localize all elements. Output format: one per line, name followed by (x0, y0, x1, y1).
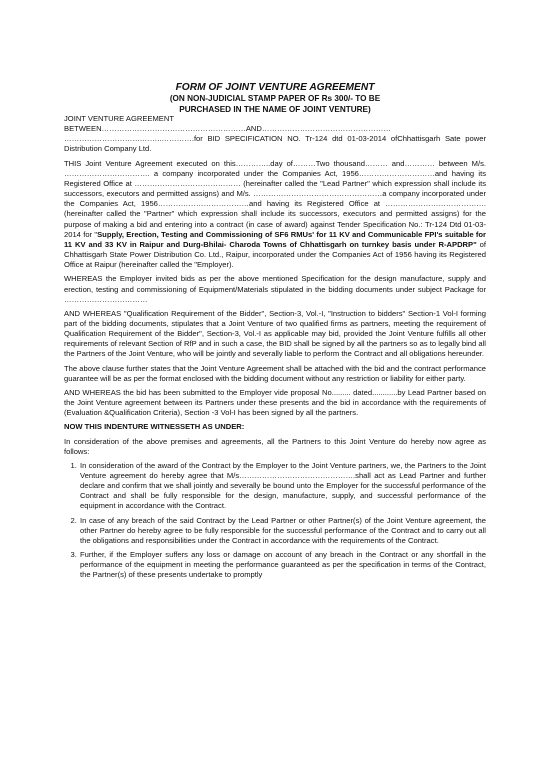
paragraph-above-clause: The above clause further states that the Joint Venture Agreement shall be attached with the bid and the contract performance guarantee will be as per the format enclosed with the bidding document without any restriction or liability for either party. (64, 363, 486, 383)
document-title: FORM OF JOINT VENTURE AGREEMENT (175, 82, 375, 93)
document-subtitle-line-2: PURCHASED IN THE NAME OF JOINT VENTURE) (179, 104, 371, 114)
paragraph-whereas-2: AND WHEREAS "Qualification Requirement of the Bidder", Section-3, Vol.-I, "Instruction to bidders" Section-1 Vol-I forming part of the bidding documents, stipulates that a Joint Venture of two qualified firms as partners, meeting the requirement of Qualification Requirement of the Bidder", Section-3, Vol.-I as applicable may bid, provided the Joint Venture fulfills all other requirements of relevant Section of RfP and in such a case, the BID shall be signed by all the partners so as to legally bind all the Partners of the Joint Venture, who will be jointly and severally liable to perform the Contract and all obligations hereunder. (64, 308, 486, 359)
between-line-2: ………………………….……..………….for BID SPECIFICATION NO. Tr-124 dtd 01-03-2014 ofChhattisgarh Sate power Distribution Company Ltd. (64, 134, 486, 154)
paragraph-this-agreement (64, 159, 486, 271)
witnesseth-heading: NOW THIS INDENTURE WITNESSETH AS UNDER: (64, 422, 245, 432)
jv-heading: JOINT VENTURE AGREEMENT (64, 114, 174, 123)
paragraph-consideration: In consideration of the above premises and agreements, all the Partners to this Joint Venture do hereby now agree as follows: (64, 436, 486, 456)
paragraph-whereas-1: WHEREAS the Employer invited bids as per the above mentioned Specification for the design manufacture, supply and erection, testing and commissioning of Equipment/Materials stipulated in the bidding documents under subject Package for …………………………… (64, 274, 486, 304)
document-body (64, 114, 486, 585)
paragraph-whereas-3: AND WHEREAS the bid has been submitted to the Employer vide proposal No......... dated............by Lead Partner based on the Joint Venture agreement between its Partners under these presents and the bid in accordance with the requirements of (Evaluation &Qualification Criteria), Section -3 Vol-I has been signed by all the partners. (64, 387, 486, 418)
document-subtitle-line-1: (ON NON-JUDICIAL STAMP PAPER OF Rs 300/- TO BE (169, 94, 381, 103)
clause-item: 3. Further, if the Employer suffers any loss or damage on account of any breach in the Contract or any shortfall in the performance of the equipment in meeting the performance guaranteed as per the specification in terms of the Contract, the Partner(s) of these presents undertake to promptly (79, 550, 486, 580)
clause-list (64, 461, 486, 581)
clause-item: 2. In case of any breach of the said Contract by the Lead Partner or other Partner(s) of the Joint Venture agreement, the other Partner do hereby agree to be fully responsible for the successful performance of the Contract and to carry out all the obligations and responsibilities under the Contract in accordance with the requirements of the Contract. (79, 516, 486, 546)
paragraph-this-text: THIS Joint Venture Agreement executed on this…………..day of………Two thousand……… and………… between M/s. ……………………………. a company incorporated under the Companies Act, 1956…………………………and having its Registered Office at …………………………………… (hereinafter called the "Lead Partner" which expression shall include its successors, executors and permitted assigns) and M/s. ……………………………………………a company incorporated under the Companies Act, 1956………………………………and having its Registered Office at …………………………………. (hereinafter called the "Partner" which expression shall include its successors, executors and permitted assigns) for the purpose of making a bid and entering into a contract (in case of award) against Tender Specification No.: Tr-124 Dtd 01-03-2014 for " (64, 158, 486, 239)
paragraph-this-end: of Chhattisgarh State Power Distribution Co. Ltd., Raipur, incorporated under the Companies Act of 1956 having its Registered Office at Raipur (hereinafter called the "Employer). (64, 239, 486, 270)
clause-item: 1. In consideration of the award of the Contract by the Employer to the Joint Venture partners, we, the Partners to the Joint Venture agreement do hereby agree that M/s……………………………………….shall act as Lead Partner and further declare and confirm that we shall jointly and severally be bound unto the Employer for the successful performance of the Contract and shall be fully responsible for the design, manufacture, supply, and successful performance of the equipment in accordance with the Contract. (79, 461, 486, 512)
between-line: BETWEEN…………………………………………………AND…………………………………………… (64, 124, 391, 134)
paragraph-this-bold: Supply, Erection, Testing and Commissioning of SF6 RMUs' for 11 KV and Communicable FPI's suitable for 11 KV and 33 KV in Raipur and Durg-Bhilai- Charoda Towns of Chhattisgarh on turnkey basis under R-APDRP" (64, 229, 486, 249)
document-header (0, 82, 550, 115)
